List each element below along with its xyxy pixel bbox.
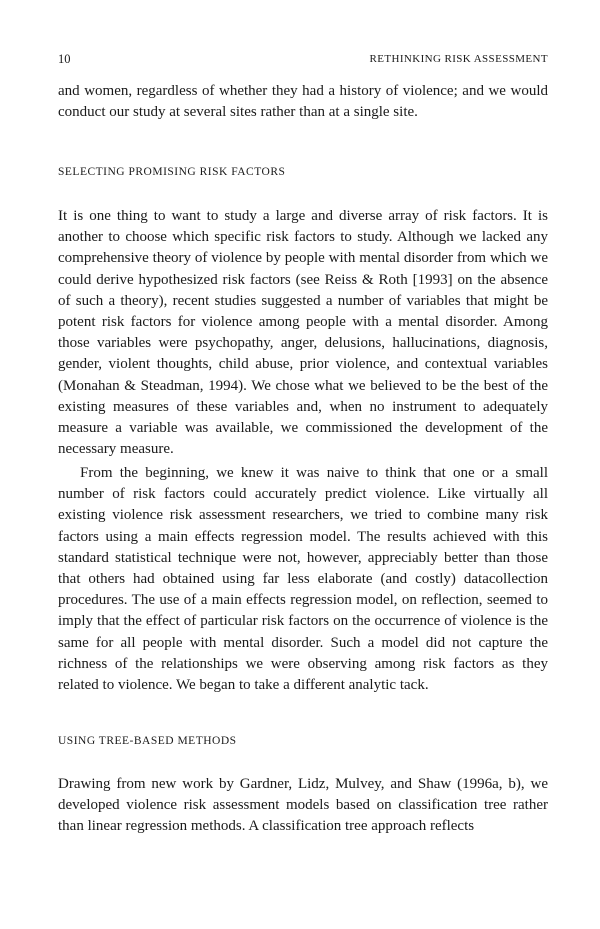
body-paragraph: From the beginning, we knew it was naive to think that one or a small number of risk factors could accurately predict violence. Like virtually all existing violence risk assessment researchers, we tried to combine many risk factors using a main effects regression model. The results achieved with this standard statistical technique were not, however, appreciably better than those that others had obtained using far less elaborate (and costly) datacollection procedures. The use of a main effects regression model, on reflection, seemed to imply that the effect of particular risk factors on the occurrence of violence is the same for all people with mental disorder. Such a model did not capture the richness of the relationships we were observing among risk factors as they related to violence. We began to take a different analytic tack. (58, 465, 548, 694)
body-paragraph: Drawing from new work by Gardner, Lidz, Mulvey, and Shaw (1996a, b), we developed violence risk assessment models based on classification tree rather than linear regression methods. A classification tree approach reflects (58, 776, 548, 835)
running-head (58, 51, 548, 67)
section-heading-tree-based-methods: USING TREE-BASED METHODS (58, 735, 237, 747)
body-paragraph: It is one thing to want to study a large and diverse array of risk factors. It is another to choose which specific risk factors to study. Although we lacked any comprehensive theory of violence by people with mental disorder from which we could derive hypothesized risk factors (see Reiss & Roth [1993] on the absence of such a theory), recent studies suggested a number of variables that might be potent risk factors for violence among people with a mental disorder. Among those variables were psychopathy, anger, delusions, hallucinations, diagnosis, gender, violent thoughts, child abuse, prior violence, and contextual variables (Monahan & Steadman, 1994). We chose what we believed to be the best of the existing measures of these variables and, when no instrument to adequately measure a variable was available, we commissioned the development of the necessary measure. (58, 208, 548, 458)
running-title: RETHINKING RISK ASSESSMENT (369, 53, 548, 65)
section-heading-selecting-risk-factors: SELECTING PROMISING RISK FACTORS (58, 166, 286, 178)
page-number: 10 (58, 52, 71, 66)
intro-paragraph: and women, regardless of whether they had a history of violence; and we would conduct our study at several sites rather than at a single site. (58, 83, 548, 121)
document-page (58, 0, 548, 929)
